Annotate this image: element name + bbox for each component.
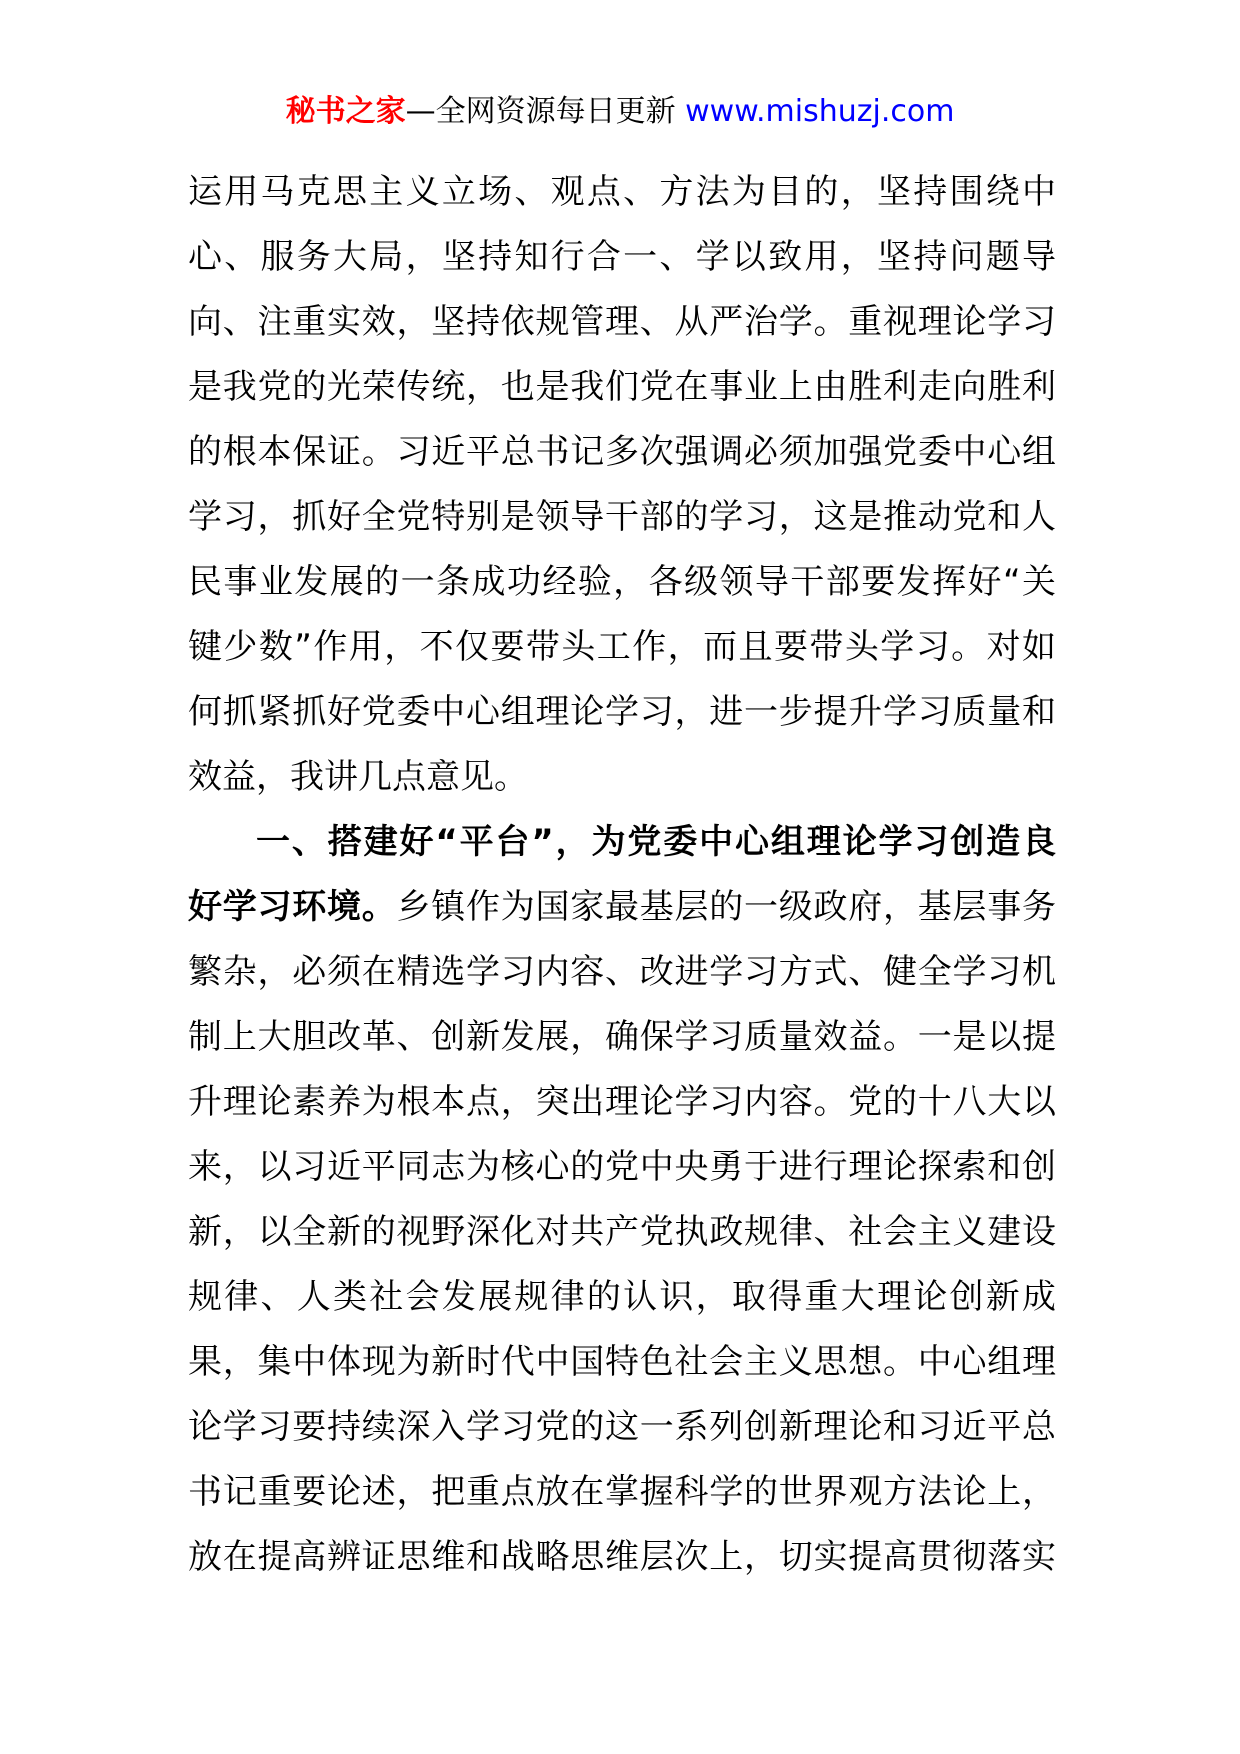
paragraph-line: 来，以习近平同志为核心的党中央勇于进行理论探索和创 <box>188 1147 1056 1187</box>
paragraph-line: 繁杂，必须在精选学习内容、改进学习方式、健全学习机 <box>188 952 1056 992</box>
paragraph-line: 学习，抓好全党特别是领导干部的学习，这是推动党和人 <box>188 497 1056 537</box>
paragraph-line: 键少数”作用，不仅要带头工作，而且要带头学习。对如 <box>188 627 1056 667</box>
paragraph-line: 民事业发展的一条成功经验，各级领导干部要发挥好“关 <box>188 562 1056 602</box>
paragraph-line-text: 乡镇作为国家最基层的一级政府，基层事务 <box>396 887 1056 927</box>
site-tagline: —全网资源每日更新 <box>405 94 676 129</box>
paragraph-line: 心、服务大局，坚持知行合一、学以致用，坚持问题导 <box>188 237 1056 277</box>
site-url-link[interactable]: www.mishuzj.com <box>685 94 955 129</box>
site-header <box>0 92 1240 132</box>
paragraph-line: 何抓紧抓好党委中心组理论学习，进一步提升学习质量和 <box>188 692 1056 732</box>
paragraph-line: 规律、人类社会发展规律的认识，取得重大理论创新成 <box>188 1277 1056 1317</box>
section-heading-continued: 好学习环境。 <box>188 887 397 927</box>
section-heading: 一、搭建好“平台”，为党委中心组理论学习创造良 <box>256 822 1056 862</box>
paragraph-line: 是我党的光荣传统，也是我们党在事业上由胜利走向胜利 <box>188 367 1056 407</box>
paragraph-line: 的根本保证。习近平总书记多次强调必须加强党委中心组 <box>188 432 1056 472</box>
paragraph-line: 制上大胆改革、创新发展，确保学习质量效益。一是以提 <box>188 1017 1056 1057</box>
paragraph-line: 升理论素养为根本点，突出理论学习内容。党的十八大以 <box>188 1082 1056 1122</box>
document-body <box>188 160 1056 1590</box>
paragraph-line: 效益，我讲几点意见。 <box>188 757 528 797</box>
site-brand: 秘书之家 <box>285 94 406 129</box>
paragraph-line: 果，集中体现为新时代中国特色社会主义思想。中心组理 <box>188 1342 1056 1382</box>
paragraph-line: 向、注重实效，坚持依规管理、从严治学。重视理论学习 <box>188 302 1056 342</box>
paragraph-line: 新，以全新的视野深化对共产党执政规律、社会主义建设 <box>188 1212 1056 1252</box>
section-heading-line <box>188 875 1056 940</box>
paragraph-line: 书记重要论述，把重点放在掌握科学的世界观方法论上， <box>188 1472 1056 1512</box>
paragraph-line: 放在提高辨证思维和战略思维层次上，切实提高贯彻落实 <box>188 1537 1056 1577</box>
paragraph-line: 运用马克思主义立场、观点、方法为目的，坚持围绕中 <box>188 172 1056 212</box>
paragraph-line: 论学习要持续深入学习党的这一系列创新理论和习近平总 <box>188 1407 1056 1447</box>
